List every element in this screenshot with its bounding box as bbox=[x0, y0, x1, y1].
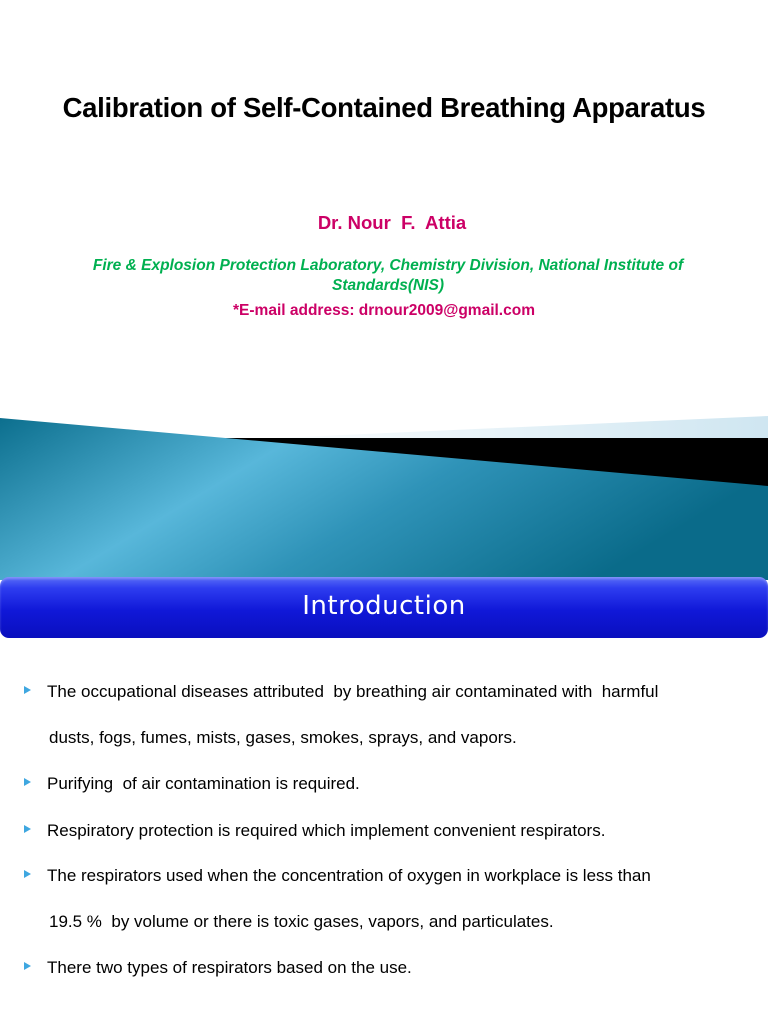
slide-title: Calibration of Self-Contained Breathing Apparatus bbox=[62, 92, 706, 123]
right-arrowhead-icon bbox=[24, 825, 31, 833]
bullet-text: The respirators used when the concentration of oxygen in workplace is less than bbox=[47, 866, 651, 885]
author-affiliation: Fire & Explosion Protection Laboratory, Chemistry Division, National Institute of Standards(NIS) bbox=[92, 257, 684, 294]
section-header-bar bbox=[0, 577, 768, 638]
decorative-wave-banner bbox=[0, 410, 768, 580]
right-arrowhead-icon bbox=[24, 962, 31, 970]
author-name: Dr. Nour F. Attia bbox=[317, 212, 467, 233]
bullet-text: There two types of respirators based on the use. bbox=[47, 958, 412, 977]
right-arrowhead-icon bbox=[24, 778, 31, 786]
section-heading: Introduction bbox=[302, 591, 466, 621]
right-arrowhead-icon bbox=[24, 870, 31, 878]
bullet-text: Purifying of air contamination is required. bbox=[47, 774, 360, 793]
bullet-text: Respiratory protection is required which implement convenient respirators. bbox=[47, 821, 606, 840]
bullet-continuation: 19.5 % by volume or there is toxic gases, vapors, and particulates. bbox=[49, 912, 554, 931]
bullet-text: The occupational diseases attributed by breathing air contaminated with harmful bbox=[47, 682, 659, 701]
bullet-continuation: dusts, fogs, fumes, mists, gases, smokes, sprays, and vapors. bbox=[49, 728, 517, 747]
right-arrowhead-icon bbox=[24, 686, 31, 694]
author-email: *E-mail address: drnour2009@gmail.com bbox=[233, 302, 535, 319]
